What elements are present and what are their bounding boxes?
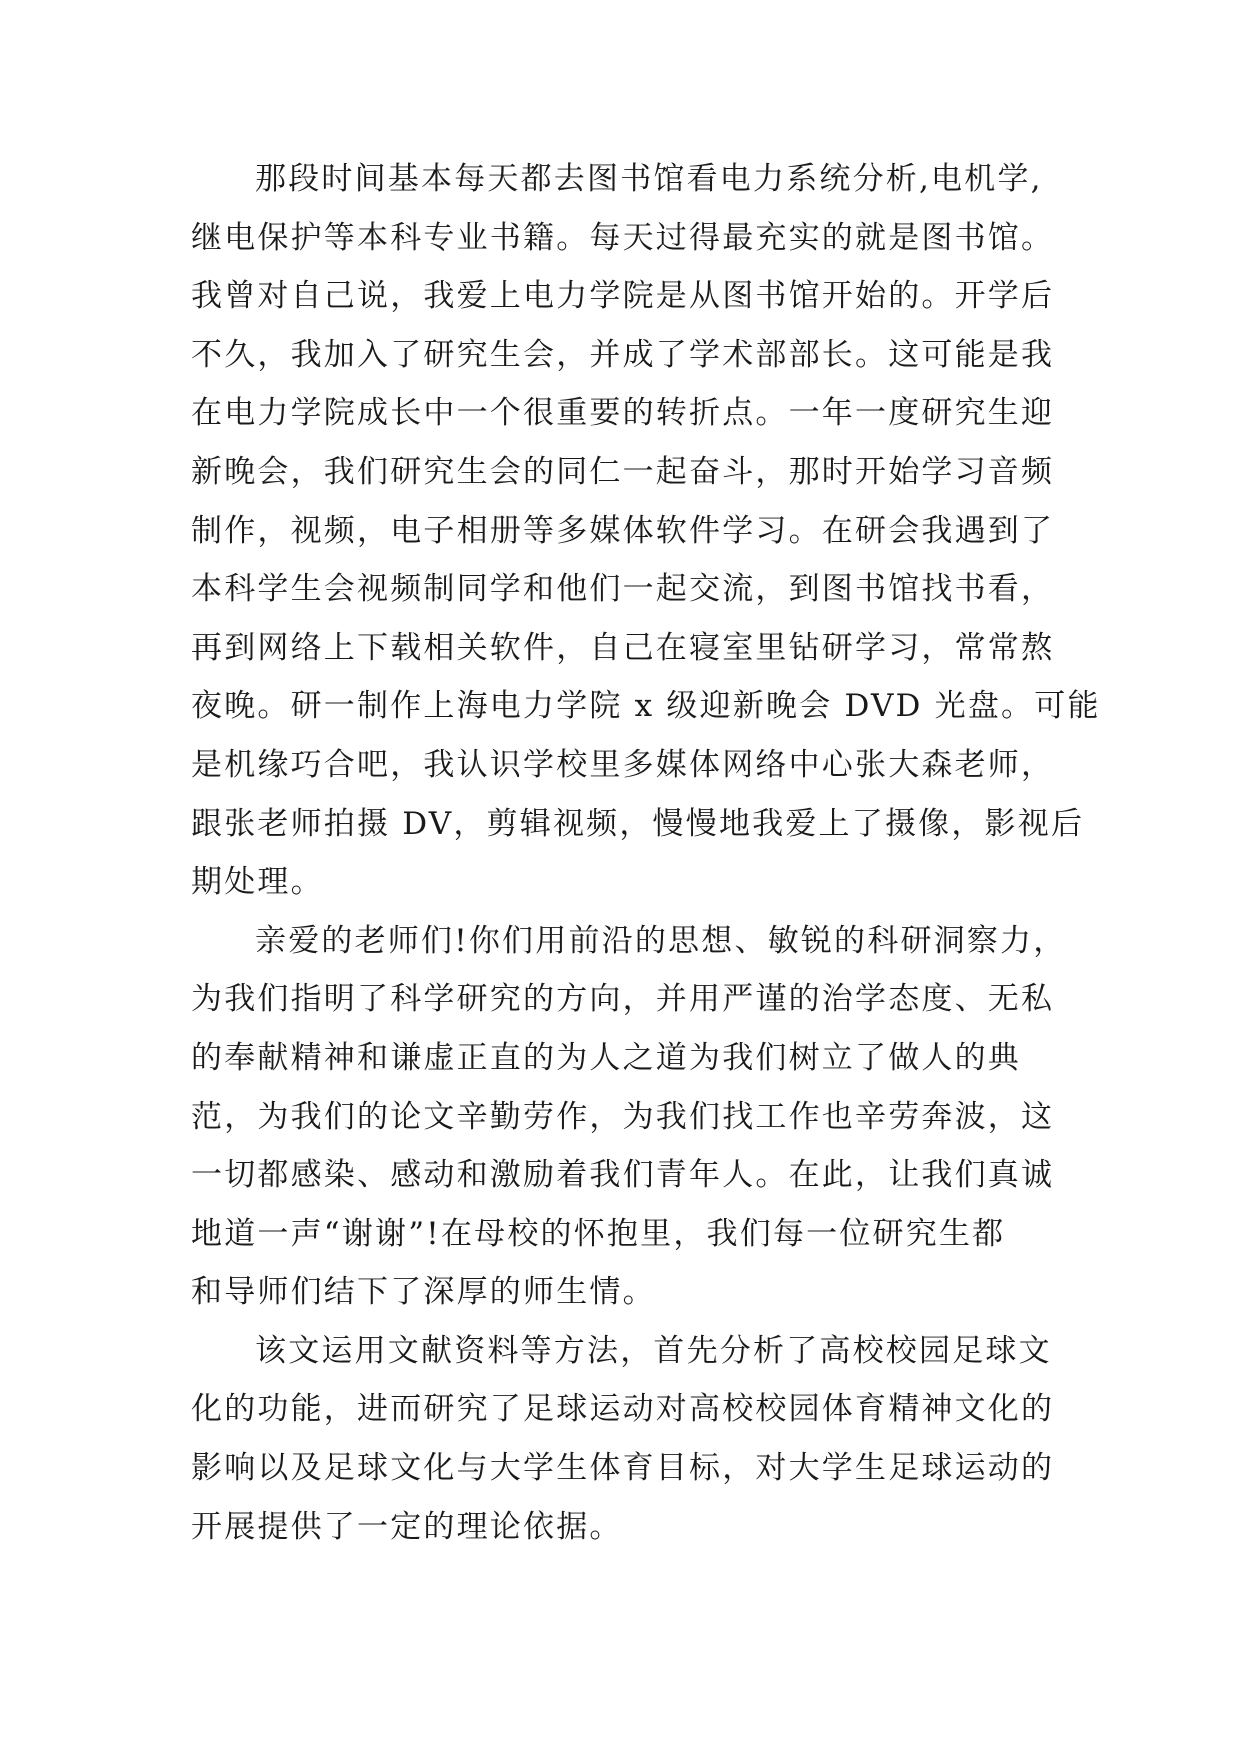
text-line: 不久，我加入了研究生会，并成了学术部部长。这可能是我 <box>191 336 1055 373</box>
paragraph-1 <box>191 150 1101 912</box>
text-line: 一切都感染、感动和激励着我们青年人。在此，让我们真诚 <box>191 1157 1055 1194</box>
text-line: 继电保护等本科专业书籍。每天过得最充实的就是图书馆。 <box>191 219 1055 256</box>
paragraph-2 <box>191 912 1081 1322</box>
text-line: 再到网络上下载相关软件，自己在寝室里钻研学习，常常熬 <box>191 629 1055 666</box>
text-line: 本科学生会视频制同学和他们一起交流，到图书馆找书看， <box>191 571 1055 608</box>
paragraph-3 <box>191 1322 1081 1556</box>
text-line: 该文运用文献资料等方法，首先分析了高校校园足球文 <box>255 1332 1052 1369</box>
text-line: 期处理。 <box>191 864 324 901</box>
text-line: 范，为我们的论文辛勤劳作，为我们找工作也辛劳奔波，这 <box>191 1098 1055 1135</box>
text-line: 是机缘巧合吧，我认识学校里多媒体网络中心张大森老师， <box>191 746 1055 783</box>
text-line: 和导师们结下了深厚的师生情。 <box>191 1274 656 1311</box>
text-line: 在电力学院成长中一个很重要的转折点。一年一度研究生迎 <box>191 395 1055 432</box>
text-line: 化的功能，进而研究了足球运动对高校校园体育精神文化的 <box>191 1391 1055 1428</box>
text-line: 跟张老师拍摄 DV，剪辑视频，慢慢地我爱上了摄像，影视后 <box>191 805 1085 842</box>
text-line: 的奉献精神和谦虚正直的为人之道为我们树立了做人的典 <box>191 1039 1021 1076</box>
document-body <box>191 150 1101 1556</box>
text-line: 夜晚。研一制作上海电力学院 x 级迎新晚会 DVD 光盘。可能 <box>191 688 1101 725</box>
text-line: 制作，视频，电子相册等多媒体软件学习。在研会我遇到了 <box>191 512 1055 549</box>
text-line: 我曾对自己说，我爱上电力学院是从图书馆开始的。开学后 <box>191 278 1055 315</box>
text-line: 开展提供了一定的理论依据。 <box>191 1508 623 1545</box>
text-line: 新晚会，我们研究生会的同仁一起奋斗，那时开始学习音频 <box>191 453 1055 490</box>
text-line: 那段时间基本每天都去图书馆看电力系统分析,电机学, <box>255 161 1043 197</box>
text-line: 为我们指明了科学研究的方向，并用严谨的治学态度、无私 <box>191 981 1055 1018</box>
text-line: 地道一声“谢谢”!在母校的怀抱里，我们每一位研究生都 <box>191 1215 1006 1252</box>
text-line: 影响以及足球文化与大学生体育目标，对大学生足球运动的 <box>191 1450 1055 1487</box>
text-line: 亲爱的老师们!你们用前沿的思想、敏锐的科研洞察力， <box>255 922 1067 959</box>
